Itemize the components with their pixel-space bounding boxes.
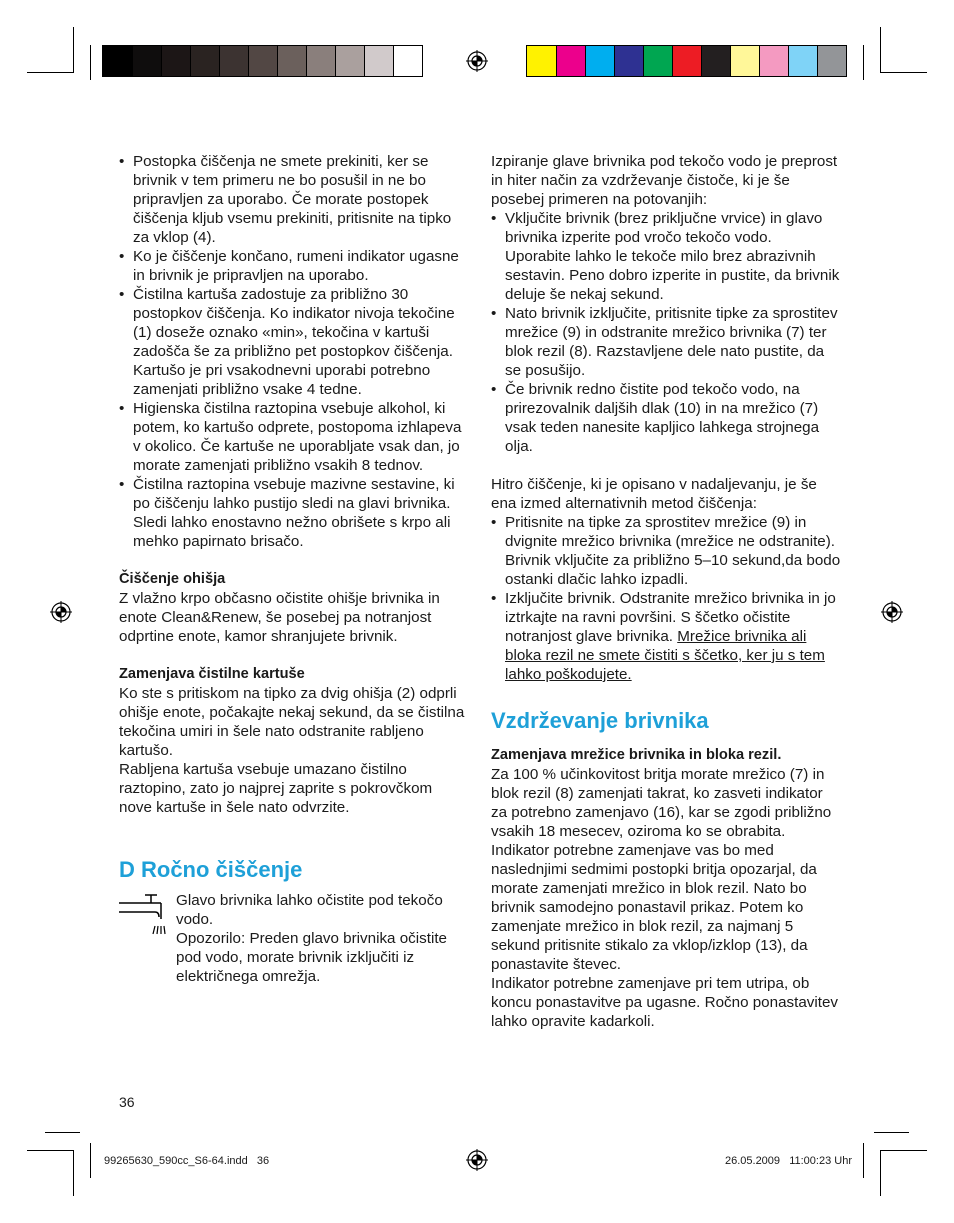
list-item: • Postopka čiščenja ne smete prekiniti, ker se brivnik v tem primeru ne bo posušil in ne bo pripravljen za uporabo. Če morate postopek čiščenja kljub vsemu prekiniti, pritisnite na tipko za vklop (4). <box>119 152 469 247</box>
color-swatch <box>190 46 219 76</box>
color-swatch <box>132 46 161 76</box>
list-item: • Vključite brivnik (brez priključne vrvice) in glavo brivnika izperite pod vročo tekočo vodo. Uporabite lahko le tekoče milo brez abrazivnih sestavin. Peno dobro izperite in pustite, da brivnik deluje še nekaj sekund. <box>491 209 841 304</box>
color-swatch <box>103 46 132 76</box>
cleaning-notes-list <box>119 152 469 551</box>
list-item: • Če brivnik redno čistite pod tekočo vodo, na prirezovalnik daljših dlak (10) in na mrežico (7) vsak teden nanesite kapljico lahkega strojnega olja. <box>491 380 841 456</box>
color-swatch <box>364 46 393 76</box>
crop-mark <box>880 1150 881 1196</box>
faucet-icon <box>119 893 169 939</box>
crop-mark <box>881 1150 927 1151</box>
color-swatch <box>335 46 364 76</box>
rinse-intro: Izpiranje glave brivnika pod tekočo vodo je preprost in hiter način za vzdrževanje čistoče, ki je še posebej primeren na potovanjih: <box>491 153 838 208</box>
manual-cleaning-text: Glavo brivnika lahko očistite pod tekočo vodo. <box>176 892 443 928</box>
rinse-steps-list <box>491 209 841 456</box>
print-timestamp: 26.05.2009 11:00:23 Uhr <box>724 1155 852 1167</box>
crop-mark <box>881 72 927 73</box>
list-item: • Čistilna raztopina vsebuje mazivne sestavine, ki po čiščenju lahko pustijo sledi na glavi brivnika. Sledi lahko enostavno nežno obrišete s krpo ali mehko papirnato brisačo. <box>119 475 469 551</box>
quick-cleaning-warning: Mrežice brivnika ali bloka rezil ne smete čistiti s ščetko, ker ju s tem lahko poškodujete. <box>505 628 825 683</box>
list-item <box>491 589 841 684</box>
crop-mark <box>73 27 74 73</box>
color-swatch <box>788 46 817 76</box>
manual-cleaning-heading: D Ročno čiščenje <box>119 857 303 882</box>
maintenance-subtitle: Zamenjava mrežice brivnika in bloka rezil. <box>491 747 782 763</box>
housing-cleaning-text: Z vlažno krpo občasno očistite ohišje brivnika in enote Clean&Renew, še posebej pa notranjost odprtine enote, kamor shranjujete brivnik. <box>119 590 440 645</box>
right-column <box>491 152 841 1031</box>
maintenance-heading: Vzdrževanje brivnika <box>491 708 709 733</box>
color-swatch <box>393 46 422 76</box>
crop-mark <box>45 1132 80 1133</box>
crop-mark <box>863 1143 864 1178</box>
cartridge-disposal-text: Rabljena kartuša vsebuje umazano čistilno raztopino, zato jo najprej zaprite s pokrovčkom nove kartuše in šele nato odvrzite. <box>119 761 433 816</box>
page-number: 36 <box>119 1094 135 1110</box>
color-swatch <box>585 46 614 76</box>
list-item: • Čistilna kartuša zadostuje za približno 30 postopkov čiščenja. Ko indikator nivoja tekočine (1) doseže oznako «min», tekočina v kartuši zadošča še za približno pet postopkov čiščenja. Kartušo je pri vsakodnevni uporabi potrebno zamenjati približno vsake 4 tedne. <box>119 285 469 399</box>
grayscale-color-bar <box>102 45 423 77</box>
crop-mark <box>863 45 864 80</box>
file-slug: 99265630_590cc_S6-64.indd 36 <box>104 1155 270 1167</box>
list-item: • Higienska čistilna raztopina vsebuje alkohol, ki potem, ko kartušo odprete, postopoma izhlapeva v okolico. Če kartuše ne uporabljate vsak dan, jo morate zamenjati približno vsakih 8 tednov. <box>119 399 469 475</box>
color-swatch <box>730 46 759 76</box>
crop-mark <box>90 1143 91 1178</box>
list-item: • Nato brivnik izključite, pritisnite tipke za sprostitev mrežice (9) in odstranite mrežico brivnika (7) ter blok rezil (8). Razstavljene dele nato pustite, da se posušijo. <box>491 304 841 380</box>
color-swatch <box>614 46 643 76</box>
registration-mark-icon <box>466 50 488 72</box>
crop-mark <box>90 45 91 80</box>
crop-mark <box>874 1132 909 1133</box>
list-item: • Pritisnite na tipke za sprostitev mrežice (9) in dvignite mrežico brivnika (mrežice ne odstranite). Brivnik vključite za približno 5–10 sekund,da bodo ostanki dlačic lahko izpadli. <box>491 513 841 589</box>
crop-mark <box>880 27 881 73</box>
color-swatch <box>672 46 701 76</box>
registration-mark-icon <box>466 1149 488 1171</box>
crop-mark <box>27 72 73 73</box>
color-swatch <box>643 46 672 76</box>
registration-mark-icon <box>881 601 903 623</box>
housing-cleaning-title: Čiščenje ohišja <box>119 571 226 587</box>
maintenance-text: Za 100 % učinkovitost britja morate mrežico (7) in blok rezil (8) zamenjati takrat, ko zasveti indikator za potrebno zamenjavo (16), kar se zgodi približno vsakih 18 mesecev, oziroma ko se obrabita. <box>491 766 832 840</box>
replacement-indicator-text: Indikator potrebne zamenjave vas bo med naslednjimi sedmimi postopki britja opozarjal, da morate zamenjati mrežico in blok rezil. Nato bo brivnik samodejno ponastavil prikaz. Potem ko zamenjate mrežico in blok rezil, za najmanj 5 sekund pritisnite stikalo za vklop/izklop (13), da ponastavite števec. <box>491 842 817 973</box>
left-column <box>119 152 469 986</box>
color-swatch <box>277 46 306 76</box>
color-swatch <box>219 46 248 76</box>
color-swatch <box>817 46 846 76</box>
color-swatch <box>161 46 190 76</box>
crop-mark <box>73 1150 74 1196</box>
cartridge-replacement-text: Ko ste s pritiskom na tipko za dvig ohišja (2) odprli ohišje enote, počakajte nekaj sekund, da se čistilna tekočina umiri in šele nato odstranite rabljeno kartušo. <box>119 685 465 759</box>
color-swatch <box>759 46 788 76</box>
color-swatch <box>701 46 730 76</box>
color-swatch <box>306 46 335 76</box>
crop-mark <box>27 1150 73 1151</box>
process-color-bar <box>526 45 847 77</box>
registration-mark-icon <box>50 601 72 623</box>
color-swatch <box>248 46 277 76</box>
list-item: • Ko je čiščenje končano, rumeni indikator ugasne in brivnik je pripravljen na uporabo. <box>119 247 469 285</box>
quick-cleaning-list <box>491 513 841 684</box>
quick-cleaning-intro: Hitro čiščenje, ki je opisano v nadaljevanju, je še ena izmed alternativnih metod čiščenja: <box>491 476 817 512</box>
color-swatch <box>556 46 585 76</box>
color-swatch <box>527 46 556 76</box>
reset-text: Indikator potrebne zamenjave pri tem utripa, ob koncu ponastavitve pa ugasne. Ročno ponastavitev lahko opravite kadarkoli. <box>491 975 839 1030</box>
cartridge-replacement-title: Zamenjava čistilne kartuše <box>119 666 305 682</box>
manual-cleaning-warning: Opozorilo: Preden glavo brivnika očistite pod vodo, morate brivnik izključiti iz električnega omrežja. <box>176 930 447 985</box>
quick-cleaning-step-text: Izključite brivnik. Odstranite mrežico brivnika in jo iztrkajte na ravni površini. S ščetko očistite notranjost glave brivnika. <box>505 590 836 645</box>
